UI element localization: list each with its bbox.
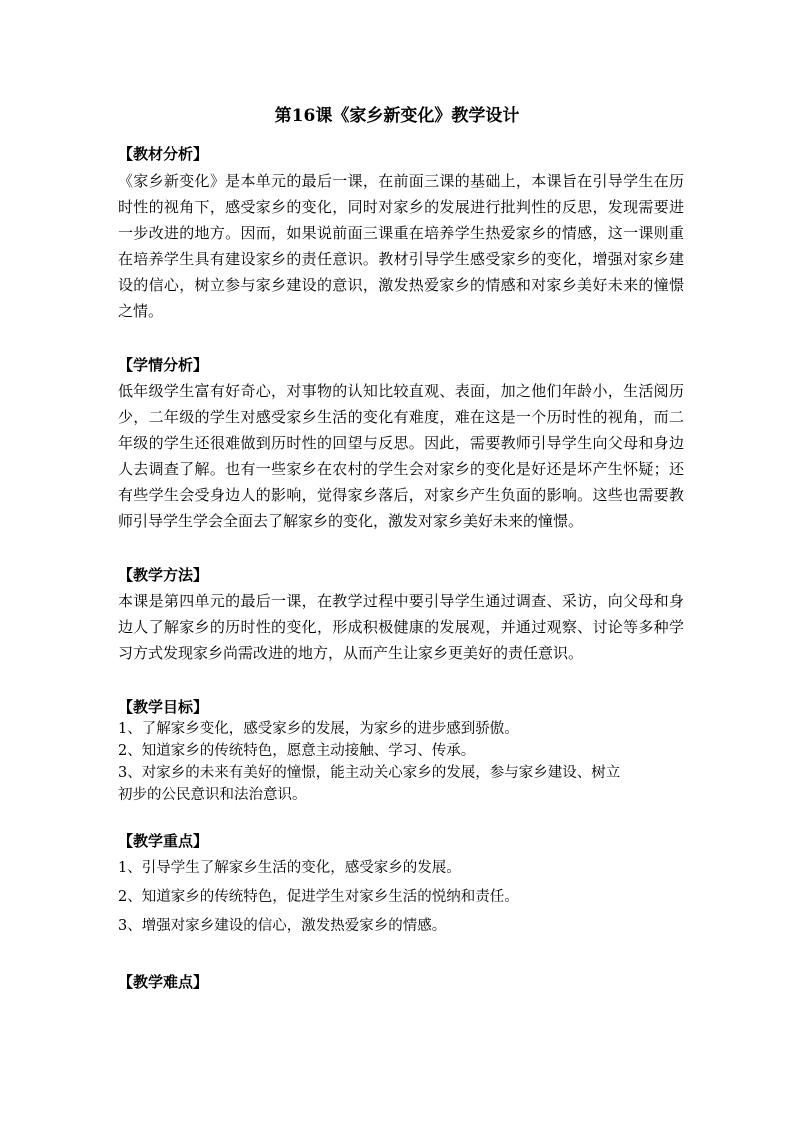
section-difficulties (118, 971, 684, 993)
section-heading-material: 【教材分析】 (118, 145, 209, 163)
goals-list (118, 718, 684, 806)
list-item: 3、对家乡的未来有美好的憧憬，能主动关心家乡的发展，参与家乡建设、树立 (118, 765, 621, 781)
list-item: 3、增强对家乡建设的信心，激发热爱家乡的情感。 (118, 918, 447, 934)
section-text-students: 低年级学生富有好奇心，对事物的认知比较直观、表面，加之他们年龄小，生活阅历少，二年级的学生对感受家乡生活的变化有难度，难在这是一个历时性的视角，而二年级的学生还很难做到历时性的回望与反思。因此，需要教师引导学生向父母和身边人去调查了解。也有一些家乡在农村的学生会对家乡的变化是好还是坏产生怀疑；还有些学生会受身边人的影响，觉得家乡落后，对家乡产生负面的影响。这些也需要教师引导学生学会全面去了解家乡的变化，激发对家乡美好未来的憧憬。 (118, 382, 684, 530)
document-title: 第16课《家乡新变化》教学设计 (274, 106, 520, 126)
list-item: 2、知道家乡的传统特色，促进学生对家乡生活的悦纳和责任。 (118, 889, 519, 905)
list-item: 2、知道家乡的传统特色，愿意主动接触、学习、传承。 (118, 743, 476, 759)
section-students (118, 354, 684, 534)
section-heading-goals: 【教学目标】 (118, 698, 209, 716)
section-text-material: 《家乡新变化》是本单元的最后一课，在前面三课的基础上，本课旨在引导学生在历时性的视角下，感受家乡的变化，同时对家乡的发展进行批判性的反思，发现需要进一步改进的地方。因而，如果说前面三课重在培养学生热爱家乡的情感，这一课则重在培养学生具有建设家乡的责任意识。教材引导学生感受家乡的变化，增强对家乡建设的信心，树立参与家乡建设的意识，激发热爱家乡的情感和对家乡美好未来的憧憬之情。 (118, 172, 684, 320)
section-material (118, 143, 684, 324)
section-goals (118, 696, 684, 806)
document-body (118, 143, 684, 993)
section-heading-difficulties: 【教学难点】 (118, 973, 209, 991)
list-item: 1、引导学生了解家乡生活的变化，感受家乡的发展。 (118, 860, 461, 876)
list-item: 初步的公民意识和法治意识。 (118, 787, 307, 803)
section-keypoints (118, 830, 684, 941)
section-text-method: 本课是第四单元的最后一课，在教学过程中要引导学生通过调查、采访，向父母和身边人了解家乡的历时性的变化，形成积极健康的发展观，并通过观察、讨论等多种学习方式发现家乡尚需改进的地方，从而产生让家乡更美好的责任意识。 (118, 592, 684, 662)
section-heading-students: 【学情分析】 (118, 356, 209, 374)
keypoints-list (118, 854, 684, 941)
section-method (118, 564, 684, 666)
section-heading-keypoints: 【教学重点】 (118, 832, 209, 850)
section-heading-method: 【教学方法】 (118, 566, 209, 584)
list-item: 1、了解家乡变化，感受家乡的发展，为家乡的进步感到骄傲。 (118, 721, 519, 737)
